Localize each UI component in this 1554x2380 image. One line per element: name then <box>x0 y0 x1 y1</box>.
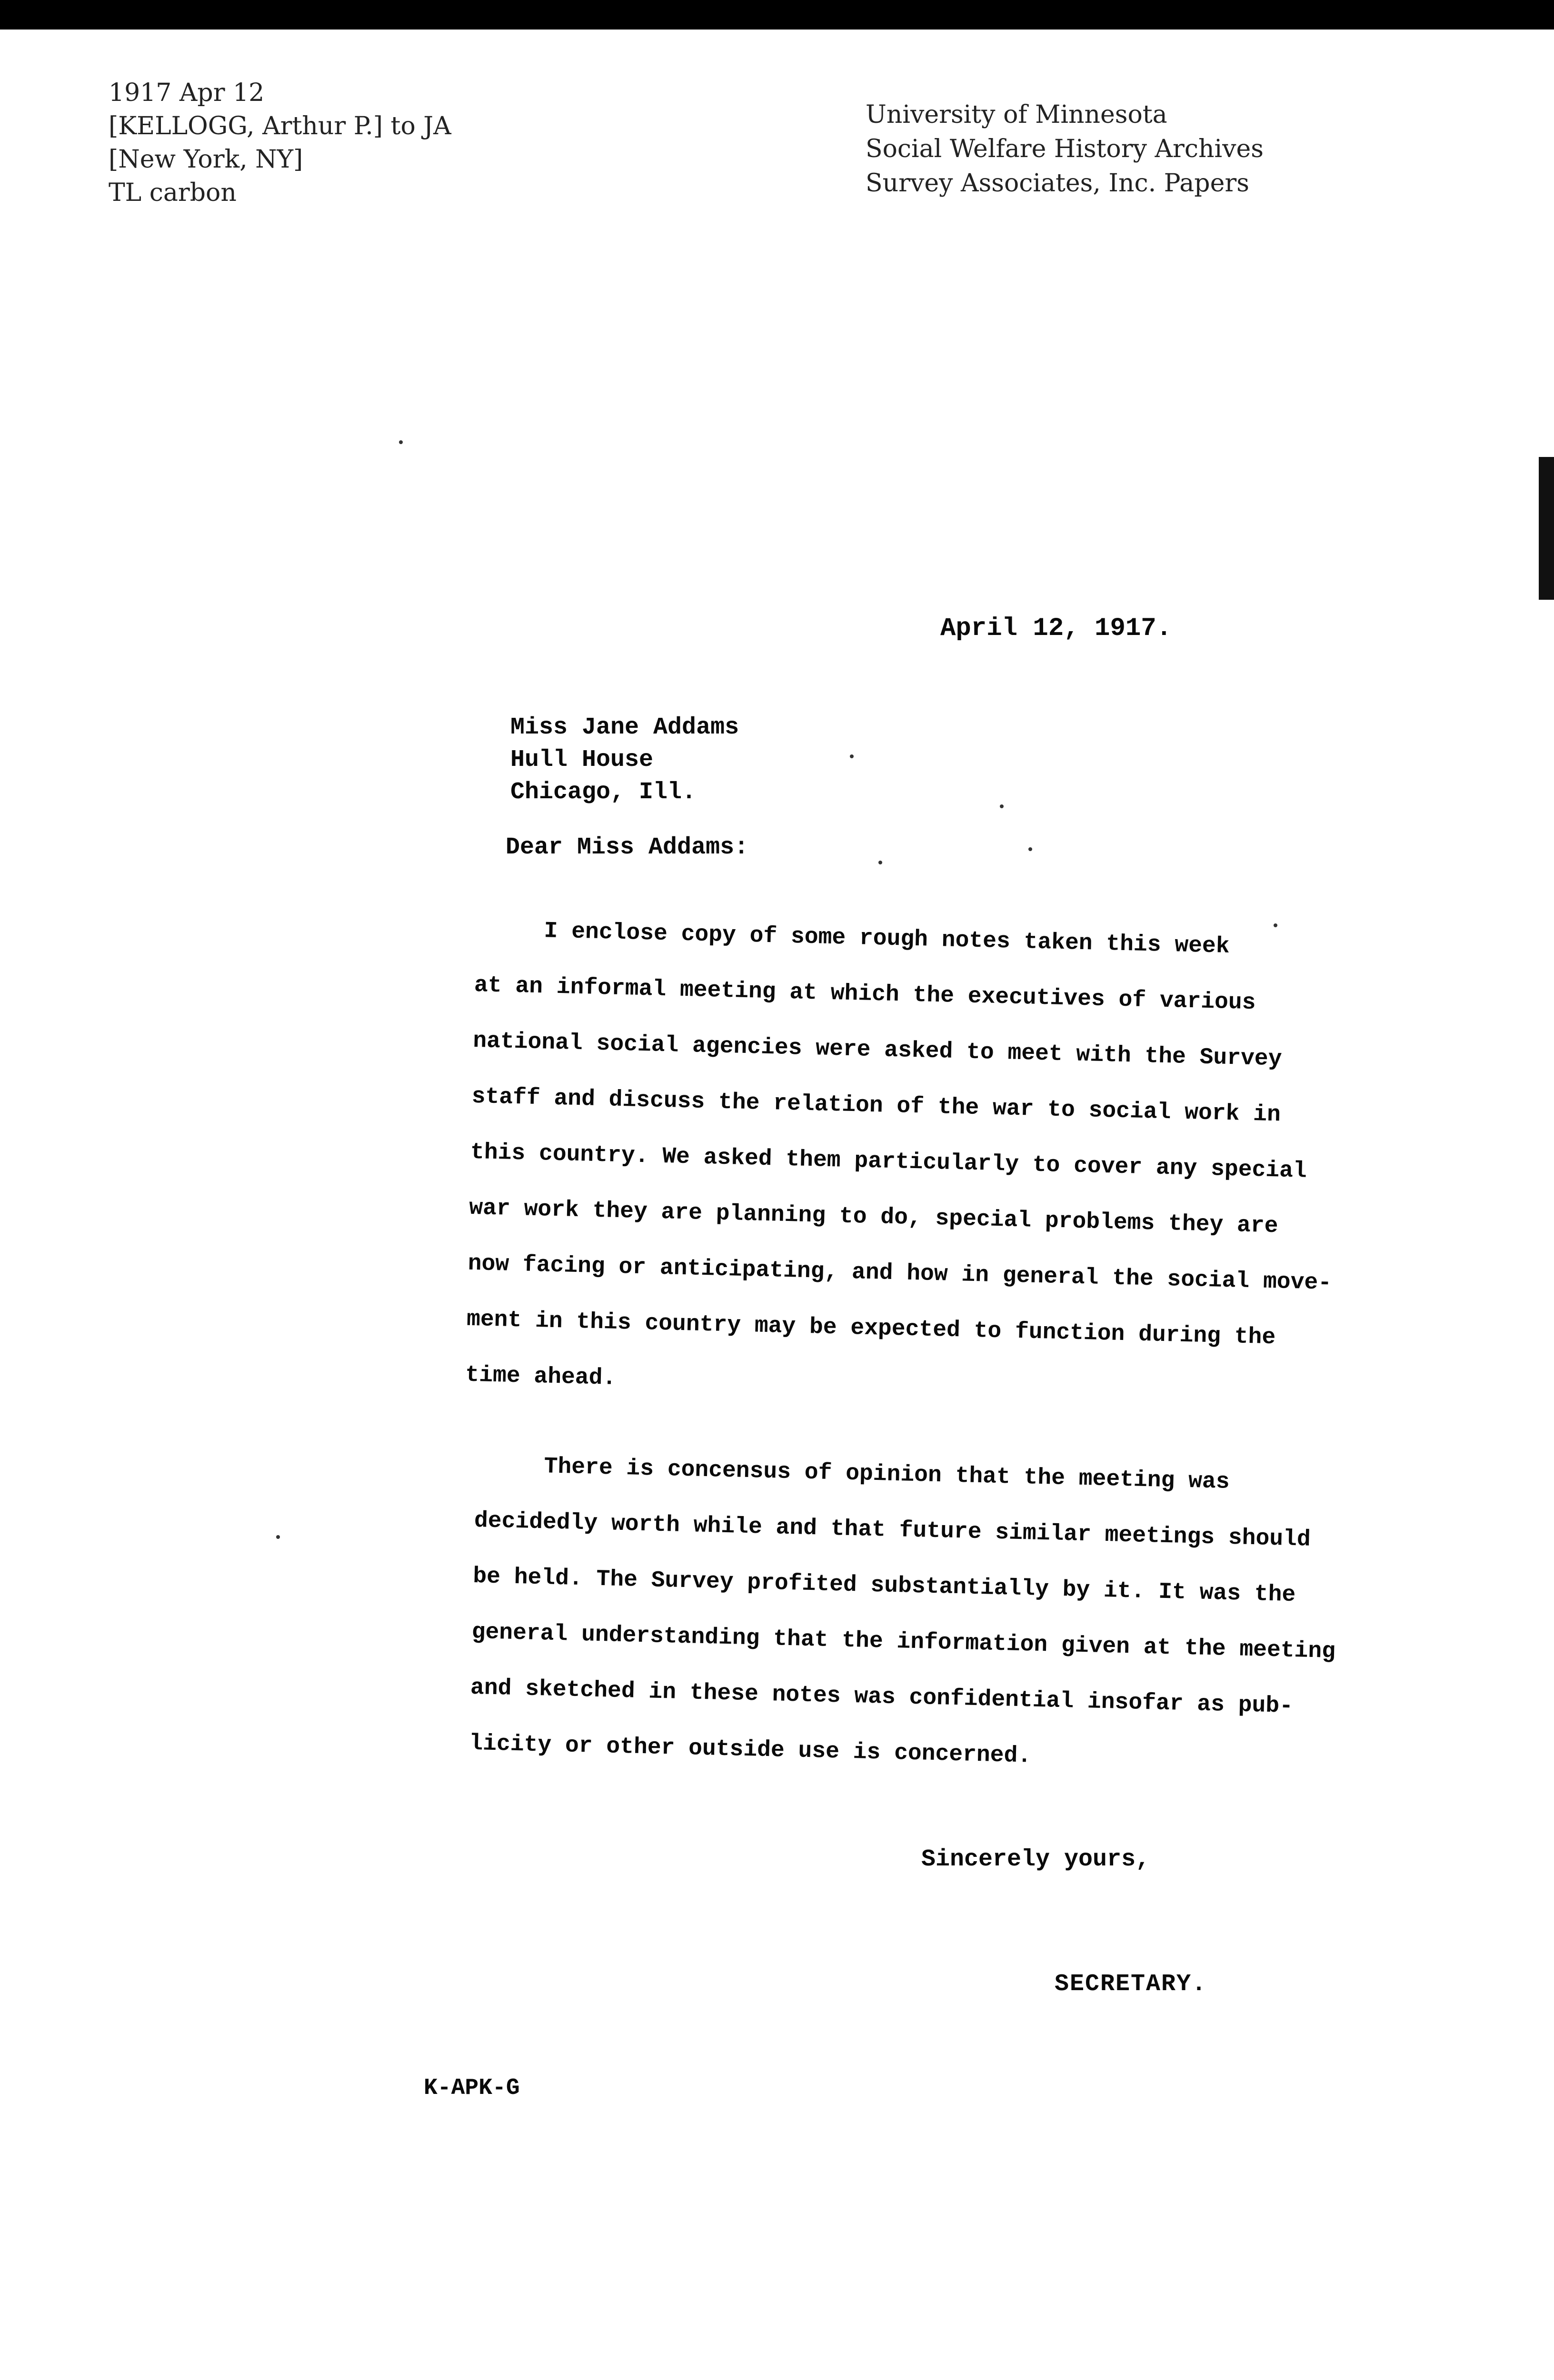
paragraph-line: at an informal meeting at which the executives of various <box>474 972 1256 1016</box>
paragraph-line: general understanding that the information given at the meeting <box>471 1619 1336 1665</box>
citation-date: 1917 Apr 12 <box>109 79 265 107</box>
recipient-name: Miss Jane Addams <box>510 714 739 741</box>
paragraph-line: this country. We asked them particularly to cover any special <box>470 1139 1307 1184</box>
scan-speck <box>850 754 854 758</box>
paragraph-line: licity or other outside use is concerned. <box>468 1730 1032 1769</box>
paragraph-line: There is concensus of opinion that the meeting was <box>475 1452 1230 1495</box>
paragraph-line: I enclose copy of some rough notes taken this week <box>475 916 1230 960</box>
citation-place: [New York, NY] <box>109 145 303 174</box>
paragraph-line: national social agencies were asked to meet with the Survey <box>472 1028 1283 1072</box>
citation-format: TL carbon <box>109 178 237 207</box>
archive-citation <box>109 76 451 209</box>
paragraph-line: decidedly worth while and that future similar meetings should <box>474 1507 1311 1553</box>
scan-speck <box>1028 847 1032 851</box>
scan-speck <box>276 1535 280 1539</box>
signature: SECRETARY. <box>1055 1971 1207 1998</box>
source-archive: Social Welfare History Archives <box>866 135 1264 163</box>
source-institution: University of Minnesota <box>866 100 1167 129</box>
recipient-city: Chicago, Ill. <box>510 779 697 806</box>
paragraph-line: now facing or anticipating, and how in general the social move- <box>468 1250 1332 1296</box>
paragraph-line: time ahead. <box>465 1362 617 1391</box>
reference-initials: K-APK-G <box>424 2075 520 2101</box>
scan-edge-mark <box>1539 457 1554 600</box>
archive-source <box>866 98 1264 200</box>
paragraph-line: staff and discuss the relation of the war to social work in <box>471 1083 1281 1128</box>
scan-speck <box>1274 923 1277 927</box>
citation-correspondents: [KELLOGG, Arthur P.] to JA <box>109 112 451 140</box>
body-paragraph-2 <box>468 1438 1380 1792</box>
body-paragraph-1 <box>465 902 1380 1424</box>
scan-speck <box>878 861 882 864</box>
salutation: Dear Miss Addams: <box>506 834 749 861</box>
letter-date: April 12, 1917. <box>940 614 1172 643</box>
paragraph-line: and sketched in these notes was confidential insofar as pub- <box>470 1675 1294 1720</box>
paragraph-line: war work they are planning to do, special problems they are <box>468 1195 1279 1240</box>
paragraph-line: ment in this country may be expected to function during the <box>466 1306 1276 1351</box>
source-collection: Survey Associates, Inc. Papers <box>866 169 1249 198</box>
closing: Sincerely yours, <box>921 1846 1150 1873</box>
recipient-street: Hull House <box>510 746 654 774</box>
scan-top-border <box>0 0 1554 30</box>
paragraph-line: be held. The Survey profited substantially by it. It was the <box>472 1563 1296 1608</box>
scan-speck <box>1000 804 1004 808</box>
scan-speck <box>399 440 403 444</box>
recipient-address <box>510 712 739 809</box>
